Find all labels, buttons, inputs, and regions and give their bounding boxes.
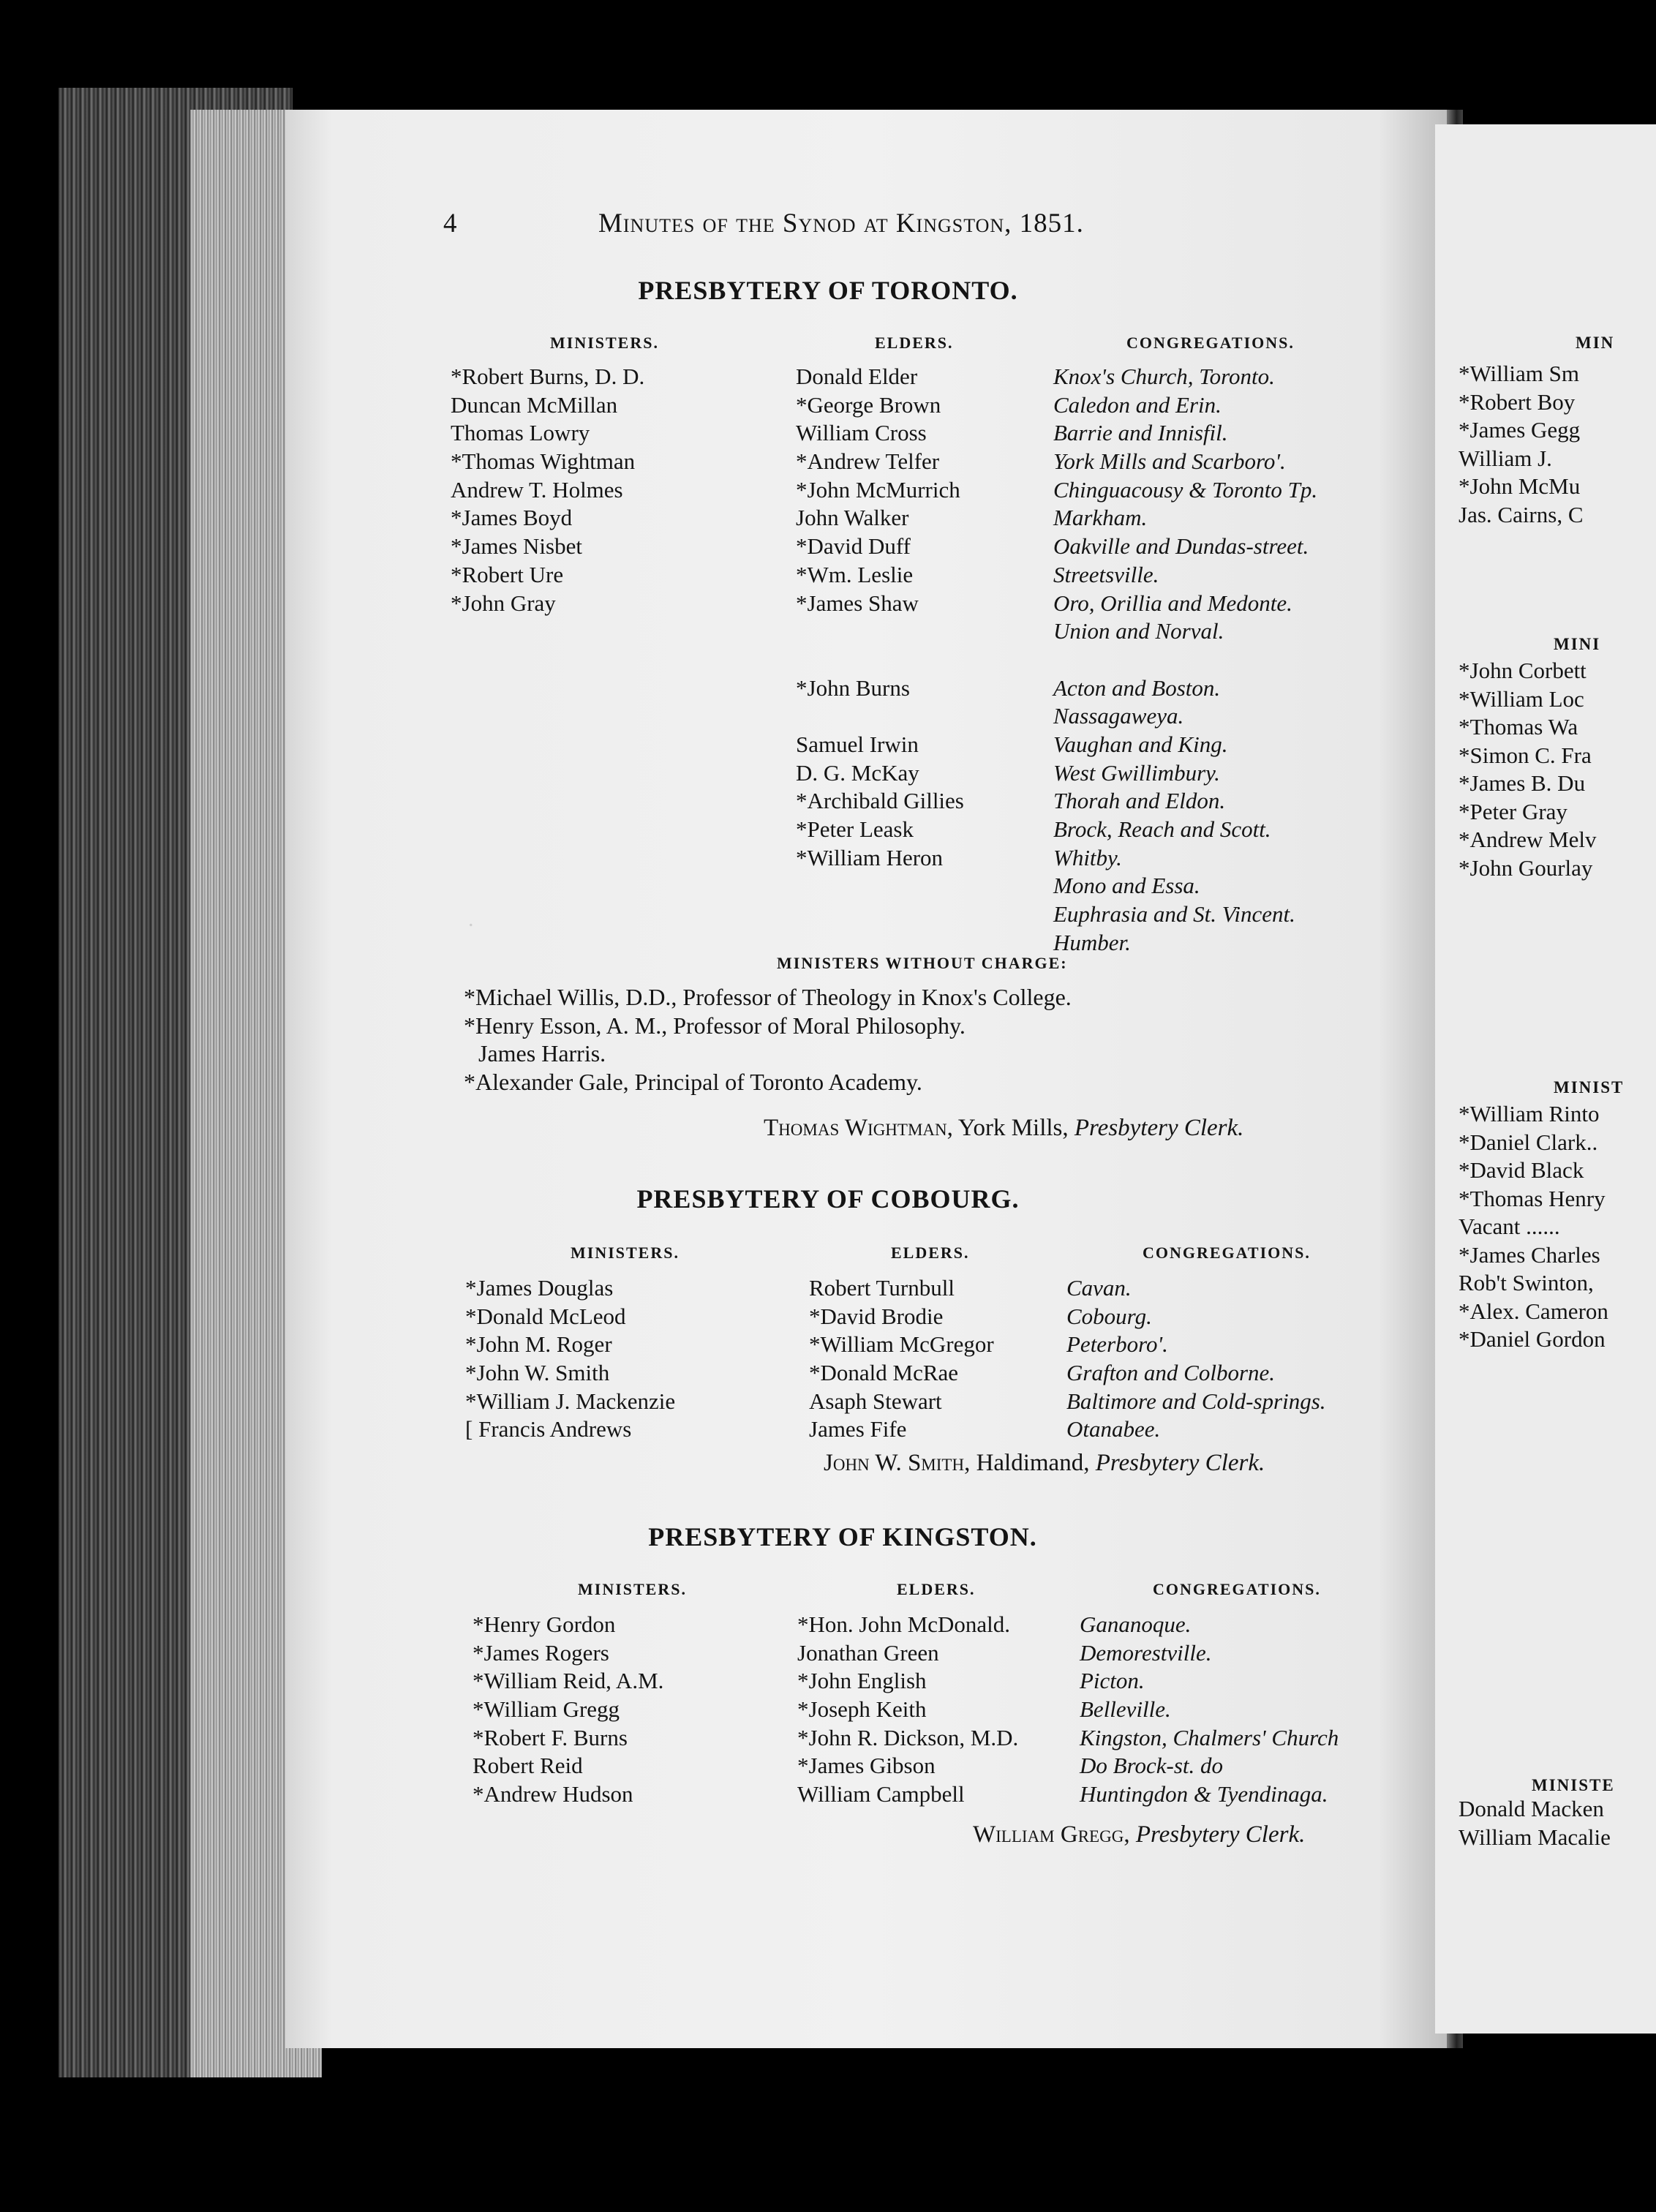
without-charge-entry: *Michael Willis, D.D., Professor of Theology in Knox's College. <box>464 984 1072 1010</box>
toronto-roll-row <box>451 561 1431 590</box>
cobourg-congregation: Cobourg. <box>1066 1303 1152 1329</box>
kingston-congregation: Gananoque. <box>1080 1611 1192 1637</box>
right-block4-header: MINISTE <box>1532 1776 1615 1794</box>
toronto-roll-row <box>451 872 1431 900</box>
toronto-roll-row <box>451 787 1431 816</box>
toronto-congregation: Barrie and Innisfil. <box>1053 420 1228 446</box>
toronto-roll-row <box>451 900 1431 929</box>
kingston-minister: *James Rogers <box>473 1639 609 1666</box>
right-page-entry: *John McMu <box>1459 473 1581 499</box>
toronto-congregation: Brock, Reach and Scott. <box>1053 816 1271 842</box>
toronto-roll <box>451 363 1431 957</box>
cobourg-elder: James Fife <box>809 1416 907 1442</box>
right-page-entry: *Robert Boy <box>1459 388 1576 415</box>
kingston-roll-row <box>473 1780 1445 1809</box>
without-charge-entry: *Alexander Gale, Principal of Toronto Academy. <box>464 1069 922 1096</box>
right-page-entry: *John Corbett <box>1459 658 1587 683</box>
cobourg-elders-header: ELDERS. <box>891 1244 970 1262</box>
toronto-elder: *Wm. Leslie <box>796 561 914 587</box>
toronto-without-charge-header: MINISTERS WITHOUT CHARGE: <box>777 954 1068 972</box>
cobourg-roll-row <box>465 1303 1438 1331</box>
cobourg-congregation: Baltimore and Cold-springs. <box>1066 1388 1326 1414</box>
kingston-minister: Robert Reid <box>473 1753 583 1779</box>
kingston-minister: *William Reid, A.M. <box>473 1668 664 1694</box>
kingston-minister: *William Gregg <box>473 1696 620 1723</box>
right-block4 <box>1459 1795 1611 1851</box>
toronto-clerk-title: Presbytery Clerk. <box>1074 1115 1244 1141</box>
cobourg-roll <box>465 1274 1438 1444</box>
kingston-elder: *Joseph Keith <box>797 1696 927 1723</box>
toronto-congregation: Chinguacousy & Toronto Tp. <box>1053 476 1318 503</box>
kingston-roll-row <box>473 1639 1445 1668</box>
right-block3 <box>1459 1100 1608 1354</box>
right-page-entry: *Daniel Clark.. <box>1459 1129 1598 1155</box>
toronto-roll-row <box>451 391 1431 420</box>
cobourg-clerk-place: Haldimand, <box>976 1450 1090 1476</box>
toronto-minister: *Thomas Wightman <box>451 448 636 475</box>
kingston-clerk <box>973 1821 1305 1848</box>
cobourg-clerk <box>824 1450 1265 1477</box>
right-page-entry: *Thomas Henry <box>1459 1185 1606 1211</box>
toronto-elder: Samuel Irwin <box>796 731 919 757</box>
cobourg-roll-row <box>465 1415 1438 1444</box>
cobourg-congregation: Otanabee. <box>1066 1416 1161 1442</box>
toronto-heading: PRESBYTERY OF TORONTO. <box>638 276 1018 305</box>
cobourg-roll-row <box>465 1359 1438 1388</box>
toronto-roll-row <box>451 419 1431 448</box>
toronto-roll-row <box>451 844 1431 873</box>
cobourg-elder: *Donald McRae <box>809 1360 959 1386</box>
kingston-congregations-header: CONGREGATIONS. <box>1153 1580 1321 1598</box>
cobourg-ministers-header: MINISTERS. <box>571 1244 680 1262</box>
toronto-congregation: Whitby. <box>1053 844 1122 870</box>
kingston-minister: *Henry Gordon <box>473 1611 616 1637</box>
right-page-entry: *James Gegg <box>1459 417 1581 443</box>
cobourg-minister: *James Douglas <box>465 1275 614 1301</box>
cobourg-heading: PRESBYTERY OF COBOURG. <box>636 1184 1020 1214</box>
toronto-elders-header: ELDERS. <box>875 334 954 352</box>
right-block1-header: MIN <box>1576 334 1615 352</box>
kingston-clerk-name: William Gregg, <box>973 1821 1130 1848</box>
cobourg-congregation: Grafton and Colborne. <box>1066 1360 1276 1386</box>
toronto-congregation: Caledon and Erin. <box>1053 391 1222 418</box>
toronto-congregation: Humber. <box>1053 929 1131 955</box>
toronto-roll-row <box>451 702 1431 731</box>
toronto-clerk-name: Thomas Wightman, <box>764 1115 953 1141</box>
toronto-clerk <box>764 1115 1243 1142</box>
right-page-entry: *William Loc <box>1459 685 1584 712</box>
toronto-elder: *Andrew Telfer <box>796 448 940 475</box>
toronto-elder: *John Burns <box>796 674 910 701</box>
toronto-elder: Donald Elder <box>796 364 918 389</box>
cobourg-congregation: Peterboro'. <box>1066 1331 1168 1358</box>
right-block2-header: MINI <box>1554 635 1601 653</box>
cobourg-minister: *Donald McLeod <box>465 1303 626 1329</box>
kingston-roll <box>473 1611 1445 1809</box>
toronto-without-charge-list <box>464 983 1072 1096</box>
cobourg-minister: *William J. Mackenzie <box>465 1388 676 1414</box>
toronto-congregation: Oakville and Dundas-street. <box>1053 533 1309 560</box>
right-page-entry: *Daniel Gordon <box>1459 1326 1606 1352</box>
toronto-congregation: Thorah and Eldon. <box>1053 788 1226 814</box>
toronto-congregation: Markham. <box>1053 505 1148 531</box>
kingston-roll-row <box>473 1696 1445 1724</box>
right-page-entry: *David Black <box>1459 1157 1584 1183</box>
cobourg-congregation: Cavan. <box>1066 1275 1132 1301</box>
toronto-elder: William Cross <box>796 420 927 446</box>
toronto-elder: *John McMurrich <box>796 476 960 503</box>
toronto-minister: Andrew T. Holmes <box>451 476 623 503</box>
kingston-elders-header: ELDERS. <box>897 1580 976 1598</box>
toronto-clerk-place: York Mills, <box>957 1115 1069 1141</box>
toronto-roll-row <box>451 590 1431 618</box>
right-page <box>1435 124 1656 2034</box>
cobourg-congregations-header: CONGREGATIONS. <box>1143 1244 1311 1262</box>
toronto-roll-row <box>451 504 1431 533</box>
kingston-congregation: Picton. <box>1080 1668 1145 1694</box>
toronto-congregation: West Gwillimbury. <box>1053 759 1220 786</box>
toronto-elder: *David Duff <box>796 533 911 560</box>
toronto-congregation: Mono and Essa. <box>1053 873 1200 899</box>
kingston-elder: William Campbell <box>797 1781 965 1807</box>
toronto-congregations-header: CONGREGATIONS. <box>1126 334 1295 352</box>
kingston-congregation: Kingston, Chalmers' Church <box>1080 1724 1339 1750</box>
toronto-ministers-header: MINISTERS. <box>550 334 659 352</box>
right-page-entry: *William Sm <box>1459 361 1579 386</box>
right-block3-header: MINIST <box>1554 1078 1625 1096</box>
right-page-entry: *James B. Du <box>1459 770 1586 796</box>
running-title: Minutes of the Synod at Kingston, 1851. <box>598 208 1084 238</box>
cobourg-elder: *David Brodie <box>809 1303 944 1329</box>
toronto-minister: *Robert Burns, D. D. <box>451 364 645 389</box>
kingston-roll-row <box>473 1667 1445 1696</box>
right-page-entry: Rob't Swinton, <box>1459 1270 1594 1295</box>
toronto-elder: John Walker <box>796 505 909 531</box>
cobourg-roll-row <box>465 1388 1438 1416</box>
cobourg-minister: *John W. Smith <box>465 1360 610 1386</box>
cobourg-clerk-title: Presbytery Clerk. <box>1095 1450 1265 1476</box>
toronto-minister: *James Boyd <box>451 505 573 531</box>
toronto-congregation: Knox's Church, Toronto. <box>1053 364 1275 389</box>
kingston-elder: *Hon. John McDonald. <box>797 1611 1011 1637</box>
toronto-minister: *Robert Ure <box>451 561 564 587</box>
toronto-elder: *Peter Leask <box>796 816 914 842</box>
toronto-congregation: Euphrasia and St. Vincent. <box>1053 901 1295 928</box>
toronto-roll-row <box>451 448 1431 476</box>
toronto-elder: *Archibald Gillies <box>796 788 964 814</box>
toronto-elder: *William Heron <box>796 844 944 870</box>
kingston-minister: *Robert F. Burns <box>473 1724 628 1750</box>
toronto-minister: Thomas Lowry <box>451 420 590 446</box>
right-page-entry: *Thomas Wa <box>1459 714 1578 740</box>
toronto-congregation: Nassagaweya. <box>1053 703 1184 729</box>
without-charge-entry: *Henry Esson, A. M., Professor of Moral Philosophy. <box>464 1012 966 1039</box>
toronto-roll-row <box>451 674 1431 703</box>
kingston-elder: Jonathan Green <box>797 1639 939 1666</box>
toronto-roll-row <box>451 929 1431 958</box>
toronto-congregation: Streetsville. <box>1053 561 1159 587</box>
toronto-minister: *James Nisbet <box>451 533 582 560</box>
right-page-entry: *Andrew Melv <box>1459 827 1597 852</box>
toronto-elder: *James Shaw <box>796 590 919 616</box>
cobourg-minister: *John M. Roger <box>465 1331 612 1358</box>
cobourg-roll-row <box>465 1274 1438 1303</box>
kingston-roll-row <box>473 1752 1445 1780</box>
cobourg-elder: Robert Turnbull <box>809 1275 955 1301</box>
right-block1 <box>1459 360 1584 529</box>
toronto-congregation: Acton and Boston. <box>1053 674 1221 701</box>
toronto-roll-row <box>451 731 1431 759</box>
toronto-congregation: Oro, Orillia and Medonte. <box>1053 590 1292 616</box>
right-block2 <box>1459 657 1597 882</box>
cobourg-elder: Asaph Stewart <box>809 1388 942 1414</box>
right-page-entry: *Peter Gray <box>1459 798 1567 824</box>
kingston-roll-row <box>473 1724 1445 1753</box>
kingston-elder: *John R. Dickson, M.D. <box>797 1724 1019 1750</box>
kingston-elder: *James Gibson <box>797 1753 936 1779</box>
kingston-roll-row <box>473 1611 1445 1639</box>
toronto-minister: Duncan McMillan <box>451 391 618 418</box>
right-page-entry: *Simon C. Fra <box>1459 742 1592 768</box>
toronto-roll-row <box>451 759 1431 788</box>
kingston-congregation: Do Brock-st. do <box>1080 1753 1224 1779</box>
right-page-entry: *William Rinto <box>1459 1101 1600 1126</box>
kingston-congregation: Belleville. <box>1080 1696 1171 1723</box>
bleed-through-text: . <box>468 907 474 931</box>
kingston-congregation: Huntingdon & Tyendinaga. <box>1080 1781 1328 1807</box>
cobourg-elder: *William McGregor <box>809 1331 994 1358</box>
cobourg-roll-row <box>465 1331 1438 1359</box>
toronto-congregation: York Mills and Scarboro'. <box>1053 448 1286 475</box>
toronto-elder: D. G. McKay <box>796 759 919 786</box>
kingston-heading: PRESBYTERY OF KINGSTON. <box>648 1522 1037 1551</box>
page-number: 4 <box>443 208 458 238</box>
toronto-minister: *John Gray <box>451 590 556 616</box>
toronto-roll-row <box>451 533 1431 561</box>
right-page-entry: *James Charles <box>1459 1241 1600 1268</box>
toronto-roll-row <box>451 476 1431 505</box>
right-page-entry: Donald Macken <box>1459 1796 1604 1821</box>
toronto-roll-row <box>451 363 1431 391</box>
kingston-elder: *John English <box>797 1668 927 1694</box>
kingston-ministers-header: MINISTERS. <box>578 1580 687 1598</box>
toronto-elder: *George Brown <box>796 391 941 418</box>
toronto-congregation: Union and Norval. <box>1053 618 1224 644</box>
right-page-entry: William Macalie <box>1459 1824 1611 1850</box>
kingston-clerk-title: Presbytery Clerk. <box>1135 1821 1306 1848</box>
without-charge-entry: James Harris. <box>478 1040 606 1067</box>
cobourg-minister: [ Francis Andrews <box>465 1416 632 1442</box>
toronto-roll-row <box>451 646 1431 674</box>
toronto-congregation: Vaughan and King. <box>1053 731 1228 757</box>
toronto-roll-row <box>451 816 1431 844</box>
right-page-entry: Jas. Cairns, C <box>1459 501 1584 527</box>
cobourg-clerk-name: John W. Smith, <box>824 1450 971 1476</box>
right-page-entry: Vacant ...... <box>1459 1214 1560 1239</box>
right-page-entry: William J. <box>1459 445 1552 471</box>
toronto-roll-row <box>451 617 1431 646</box>
right-page-entry: *John Gourlay <box>1459 854 1593 881</box>
kingston-minister: *Andrew Hudson <box>473 1781 633 1807</box>
right-page-entry: *Alex. Cameron <box>1459 1298 1608 1324</box>
kingston-congregation: Demorestville. <box>1080 1639 1212 1666</box>
